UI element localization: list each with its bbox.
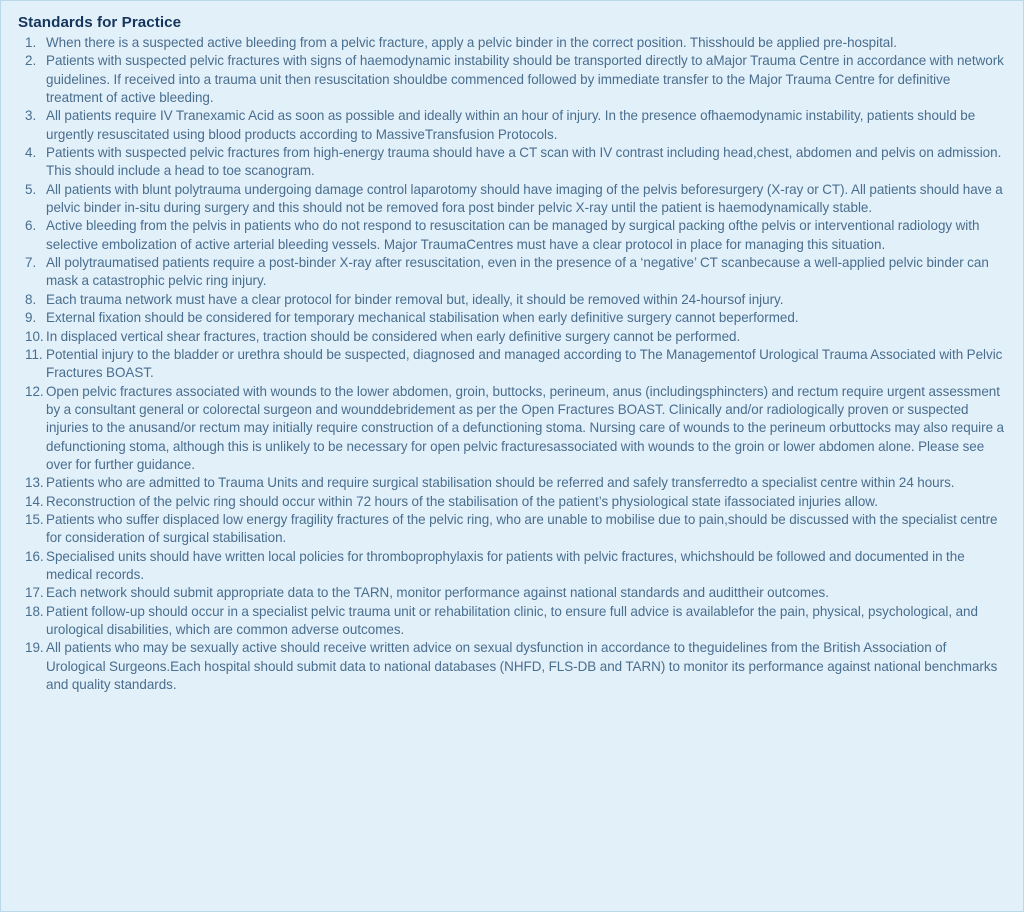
list-item-text: Reconstruction of the pelvic ring should occur within 72 hours of the stabilisation of the patient’s physiological state ifassociated injuries allow. xyxy=(46,493,878,509)
list-item-number: 16. xyxy=(25,548,44,564)
list-item-number: 19. xyxy=(25,640,44,656)
list-item xyxy=(17,144,1009,181)
list-item-text: Patient follow-up should occur in a specialist pelvic trauma unit or rehabilitation clinic, to ensure full advice is availablefor the pain, physical, psychological, and urological disabilities, which are common adverse outcomes. xyxy=(46,603,978,637)
list-item-number: 17. xyxy=(25,585,44,601)
list-item-text: Potential injury to the bladder or urethra should be suspected, diagnosed and managed according to The Managementof Urological Trauma Associated with Pelvic Fractures BOAST. xyxy=(46,346,1003,381)
list-item-text: All patients who may be sexually active should receive written advice on sexual dysfunction in accordance to theguidelines from the British Association of Urological Surgeons.Each hospital should submit data to national databases (NHFD, FLS-DB and TARN) to monitor its performance against national benchmarks and quality standards. xyxy=(46,640,998,693)
list-item-text: Specialised units should have written local policies for thromboprophylaxis for patients with pelvic fractures, whichshould be followed and documented in the medical records. xyxy=(46,548,965,582)
list-item xyxy=(17,107,1009,144)
list-item-number: 10. xyxy=(25,328,44,344)
list-item xyxy=(17,328,1009,346)
list-item xyxy=(17,474,1009,492)
list-item xyxy=(17,639,1009,694)
list-item-number: 7. xyxy=(25,255,37,271)
list-item-text: Patients with suspected pelvic fractures with signs of haemodynamic instability should be transported directly to aMajor Trauma Centre in accordance with network guidelines. If received into a trauma unit then resuscitation shouldbe commenced followed by immediate transfer to the Major Trauma Centre for definitive treatment of active bleeding. xyxy=(46,53,1004,106)
list-item xyxy=(17,493,1009,511)
standards-list xyxy=(17,34,1009,694)
list-item xyxy=(17,584,1009,602)
list-item xyxy=(17,603,1009,640)
list-item-number: 6. xyxy=(25,218,37,234)
list-item-number: 9. xyxy=(25,310,37,326)
list-item-text: Open pelvic fractures associated with wounds to the lower abdomen, groin, buttocks, perineum, anus (includingsphincters) and rectum require urgent assessment by a consultant general or colorectal surgeon and wounddebridement as per the Open Fractures BOAST. Clinically and/or radiologically proven or suspected injuries to the anusand/or rectum may initially require construction of a defunctioning stoma. Nursing care of wounds to the perineum orbuttocks may also require a defunctioning stoma, although this is unlikely to be necessary for open pelvic fracturesassociated with wounds to the groin or lower abdomen alone. Please see over for further guidance. xyxy=(46,383,1004,472)
list-item-number: 12. xyxy=(25,383,44,399)
list-item-number: 3. xyxy=(25,108,37,124)
list-item-text: Patients who suffer displaced low energy fragility fractures of the pelvic ring, who are unable to mobilise due to pain,should be discussed with the specialist centre for consideration of surgical stabilisation. xyxy=(46,511,998,546)
list-item-text: Active bleeding from the pelvis in patients who do not respond to resuscitation can be managed by surgical packing ofthe pelvis or interventional radiology with selective embolization of active arterial bleeding vessels. Major TraumaCentres must have a clear protocol in place for managing this situation. xyxy=(46,218,980,252)
list-item-number: 1. xyxy=(25,35,37,50)
list-item-text: When there is a suspected active bleeding from a pelvic fracture, apply a pelvic binder in the correct position. Thisshould be applied pre-hospital. xyxy=(46,35,897,50)
list-item-text: External fixation should be considered for temporary mechanical stabilisation when early definitive surgery cannot beperformed. xyxy=(46,310,799,326)
list-item-text: All patients with blunt polytrauma undergoing damage control laparotomy should have imaging of the pelvis beforesurgery (X-ray or CT). All patients should have a pelvic binder in-situ during surgery and this should not be removed fora post binder pelvic X-ray until the patient is haemodynamically stable. xyxy=(46,181,1003,216)
list-item xyxy=(17,254,1009,291)
list-item xyxy=(17,181,1009,218)
list-item xyxy=(17,217,1009,254)
list-item xyxy=(17,346,1009,383)
list-item-text: Each network should submit appropriate data to the TARN, monitor performance against national standards and audittheir outcomes. xyxy=(46,585,829,601)
list-item-text: Patients with suspected pelvic fractures from high-energy trauma should have a CT scan with IV contrast including head,chest, abdomen and pelvis on admission. This should include a head to toe scanogram. xyxy=(46,145,1002,179)
list-item-text: All patients require IV Tranexamic Acid as soon as possible and ideally within an hour of injury. In the presence ofhaemodynamic instability, patients should be urgently resuscitated using blood products according to MassiveTransfusion Protocols. xyxy=(46,108,976,142)
list-item-text: Patients who are admitted to Trauma Units and require surgical stabilisation should be referred and safely transferredto a specialist centre within 24 hours. xyxy=(46,475,955,491)
list-item xyxy=(17,383,1009,475)
list-item-number: 14. xyxy=(25,493,44,509)
list-item-number: 11. xyxy=(25,346,43,362)
list-item xyxy=(17,548,1009,585)
page-title: Standards for Practice xyxy=(18,14,182,31)
list-item-number: 13. xyxy=(25,475,44,491)
list-item-number: 5. xyxy=(25,181,37,197)
list-item xyxy=(17,291,1009,309)
list-item xyxy=(17,309,1009,327)
list-item-number: 18. xyxy=(25,603,44,619)
list-item-number: 8. xyxy=(25,291,37,307)
list-item-number: 15. xyxy=(25,511,44,527)
list-item xyxy=(17,52,1009,107)
list-item-text: Each trauma network must have a clear protocol for binder removal but, ideally, it should be removed within 24-hoursof injury. xyxy=(46,291,784,307)
list-item xyxy=(17,34,1009,52)
list-item-number: 4. xyxy=(25,145,37,161)
list-item-number: 2. xyxy=(25,53,37,69)
list-item-text: In displaced vertical shear fractures, traction should be considered when early definitive surgery cannot be performed. xyxy=(46,328,741,344)
list-item xyxy=(17,511,1009,548)
list-item-text: All polytraumatised patients require a post-binder X-ray after resuscitation, even in the presence of a ‘negative’ CT scanbecause a well-applied pelvic binder can mask a catastrophic pelvic ring injury. xyxy=(46,255,989,289)
